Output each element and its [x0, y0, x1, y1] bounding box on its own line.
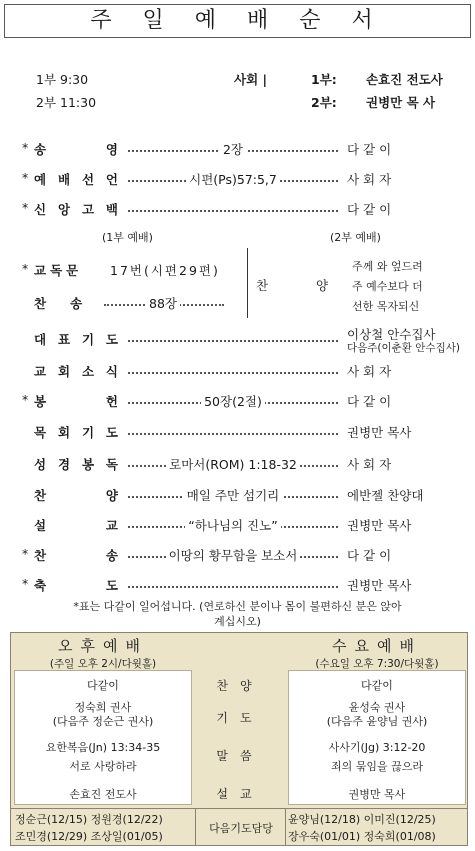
evening-prayer: 정숙희 권사: [74, 701, 132, 714]
wednesday-prayer: 윤성숙 권사: [348, 701, 406, 714]
standing-mark: *: [22, 261, 29, 276]
prayer-next-week: 다음주(이춘환 안수집사): [347, 342, 460, 354]
order-item-label: 대 표 기 도: [34, 332, 118, 347]
order-item-detail: 2장: [220, 142, 246, 157]
order-item-label: 예 배 선 언: [34, 172, 118, 187]
order-item: [0, 138, 475, 158]
responsive-reading-value: 17번(시편29편): [110, 263, 220, 278]
evening-preacher: 손효진 전도사: [69, 788, 137, 801]
order-item: [0, 390, 475, 410]
order-item: [0, 198, 475, 218]
second-service-head: (2부 예배): [330, 231, 381, 244]
evening-scripture: 요한복음(Jn) 13:34-35: [45, 741, 161, 754]
order-item-label: 성 경 봉 독: [34, 457, 118, 472]
standing-mark: *: [22, 392, 29, 407]
order-item: [0, 544, 475, 564]
dot-leader: [128, 372, 338, 374]
wednesday-sermon-title: 죄의 묶임을 끊으라: [330, 760, 423, 773]
other-services-panel: [10, 632, 468, 846]
second-service-time: 2부 11:30: [36, 95, 97, 110]
order-item-leader: 사 회 자: [347, 364, 392, 379]
order-item: [0, 514, 475, 534]
first-service-time: 1부 9:30: [36, 72, 89, 87]
order-item-label: 찬 송: [34, 548, 118, 563]
standing-note: *표는 다같이 일어섭니다. (연로하신 분이나 몸이 불편하신 분은 앉아: [73, 600, 402, 613]
host-label: 사회 |: [234, 72, 268, 87]
choir-label: 찬 양: [256, 278, 351, 293]
wednesday-scripture: 사사기(Jg) 3:12-20: [328, 741, 426, 754]
dot-leader: [128, 210, 338, 212]
order-item-leader: 에반젤 찬양대: [347, 488, 424, 503]
wednesday-subtitle: (수요일 오후 7:30/다윗홀): [315, 658, 439, 670]
hymn-label: 찬송: [34, 296, 107, 311]
order-item-leader: 권병만 목사: [347, 425, 412, 440]
order-item: [0, 360, 475, 380]
first-service-head: (1부 예배): [102, 231, 153, 244]
duty-left-line-2: 조민경(12/29) 조상일(01/05): [15, 830, 163, 843]
evening-details: [14, 670, 192, 805]
evening-choir: 다같이: [87, 679, 119, 692]
evening-subtitle: (주일 오후 2시/다윗홀): [49, 658, 157, 670]
order-item-detail-box: [128, 516, 338, 534]
order-item: [0, 574, 475, 594]
order-item-detail-box: [128, 140, 338, 158]
evening-prayer-next: (다음주 정순근 권사): [52, 715, 154, 728]
dot-leader: [128, 340, 338, 342]
order-item-label: 목 회 기 도: [34, 425, 118, 440]
choir-song-line-3: 선한 목자되신: [352, 300, 420, 313]
order-item-leader: 다 같 이: [347, 394, 392, 409]
order-item-leader: 사 회 자: [347, 172, 392, 187]
middle-label-prayer: 기도: [216, 711, 264, 725]
standing-mark: *: [22, 140, 29, 155]
page-title: 주 일 예 배 순 서: [4, 4, 471, 38]
order-item: [0, 421, 475, 441]
standing-mark: *: [22, 576, 29, 591]
host-first-name: 손효진 전도사: [366, 72, 443, 87]
responsive-reading-label: 교독문: [34, 263, 83, 278]
evening-title: 오후예배: [58, 637, 148, 655]
dot-leader: [128, 433, 338, 435]
order-item-label: 설 교: [34, 518, 118, 533]
wednesday-prayer-next: (다음주 윤양님 권사): [326, 715, 428, 728]
split-divider: [247, 248, 248, 318]
order-item: [0, 484, 475, 504]
standing-mark: *: [22, 170, 29, 185]
wednesday-header: [285, 635, 469, 671]
host-second-name: 권병만 목 사: [366, 95, 436, 110]
order-item-detail: 매일 주만 섬기리: [184, 488, 282, 503]
middle-label-choir: 찬양: [216, 679, 264, 693]
host-second-label: 2부:: [311, 95, 337, 110]
order-item-label: 찬 양: [34, 488, 118, 503]
order-item-detail-box: [128, 392, 338, 410]
choir-song-line-2: 주 예수보다 더: [352, 280, 423, 293]
order-item-leader: 이상철 안수집사: [347, 327, 436, 342]
evening-sermon-title: 서로 사랑하라: [69, 760, 137, 773]
order-item-label: 교 회 소 식: [34, 364, 118, 379]
middle-label-sermon: 설교: [216, 787, 264, 801]
order-item-label: 축 도: [34, 578, 118, 593]
order-item-leader: 다 같 이: [347, 202, 392, 217]
next-prayer-duty: 다음기도담당: [209, 822, 273, 835]
duty-right-line-1: 윤양님(12/18) 이미진(12/25): [288, 813, 436, 826]
order-item-label: 신 앙 고 백: [34, 202, 118, 217]
order-item-label: 송 영: [34, 142, 118, 157]
wednesday-title: 수요예배: [332, 637, 422, 655]
order-item-leader: 다 같 이: [347, 142, 392, 157]
wednesday-choir: 다같이: [361, 679, 393, 692]
evening-header: [11, 635, 195, 671]
order-item-detail: “하나님의 진노”: [185, 518, 280, 533]
order-item: [0, 168, 475, 188]
order-item-detail-box: [128, 486, 338, 504]
standing-mark: *: [22, 200, 29, 215]
order-item-detail: 시편(Ps)57:5,7: [186, 172, 280, 187]
middle-label-scripture: 말씀: [216, 749, 264, 763]
host-first-label: 1부:: [311, 72, 337, 87]
order-item-detail-box: [128, 546, 338, 564]
duty-left-line-1: 정순근(12/15) 정원경(12/22): [15, 813, 163, 826]
wednesday-details: [288, 670, 466, 805]
duty-right-line-2: 장우숙(01/01) 정숙희(01/08): [288, 830, 436, 843]
wednesday-preacher: 권병만 목사: [348, 788, 406, 801]
order-item-leader: 권병만 목사: [347, 518, 412, 533]
order-item-leader: 다 같 이: [347, 548, 392, 563]
order-item-detail: 로마서(ROM) 1:18-32: [166, 457, 300, 472]
order-item-detail-box: [128, 455, 338, 473]
order-item-detail: 이땅의 황무함을 보소서: [166, 548, 301, 563]
order-item-label: 봉 헌: [34, 394, 118, 409]
standing-mark: *: [22, 546, 29, 561]
standing-note-end: 계십시오): [214, 615, 261, 628]
order-item-leader: 사 회 자: [347, 457, 392, 472]
order-item-leader: 권병만 목사: [347, 578, 412, 593]
choir-song-line-1: 주께 와 엎드려: [352, 260, 423, 273]
order-item-detail: 50장(2절): [201, 394, 265, 409]
order-item-detail-box: [128, 170, 338, 188]
dot-leader: [128, 586, 338, 588]
order-item: [0, 453, 475, 473]
hymn-value: 88장: [146, 294, 180, 312]
